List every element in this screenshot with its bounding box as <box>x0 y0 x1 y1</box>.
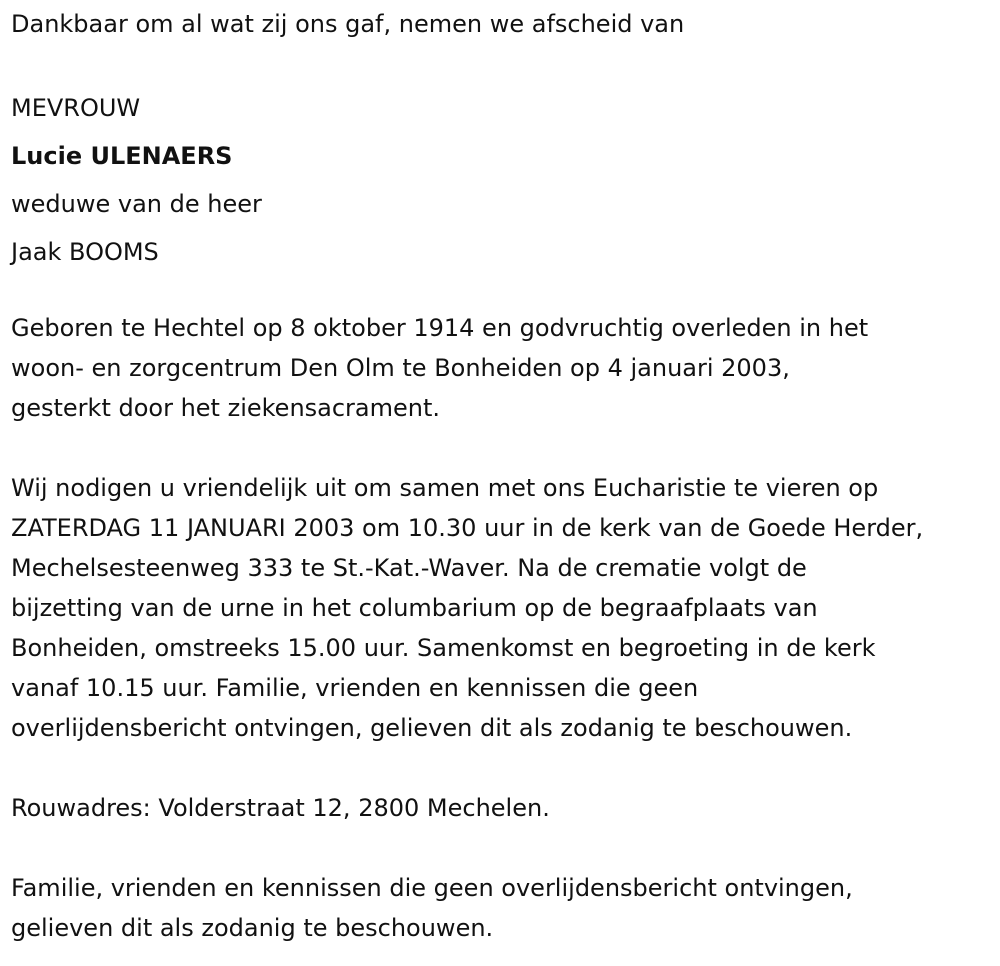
birth-line: gesterkt door het ziekensacrament. <box>11 394 441 422</box>
address-text: Rouwadres: Volderstraat 12, 2800 Mechelen. <box>11 794 550 822</box>
spacer <box>11 748 991 788</box>
invitation-line: Bonheiden, omstreeks 15.00 uur. Samenkomst en begroeting in de kerk <box>11 634 876 662</box>
birth-line: Geboren te Hechtel op 8 oktober 1914 en godvruchtig overleden in het <box>11 314 869 342</box>
closing-line: Familie, vrienden en kennissen die geen overlijdensbericht ontvingen, <box>11 874 853 902</box>
spacer <box>11 276 991 308</box>
invitation-line: bijzetting van de urne in het columbarium op de begraafplaats van <box>11 594 818 622</box>
closing-paragraph <box>11 868 991 948</box>
invitation-paragraph <box>11 468 991 748</box>
invitation-line: ZATERDAG 11 JANUARI 2003 om 10.30 uur in de kerk van de Goede Herder, <box>11 514 924 542</box>
spacer <box>11 428 991 468</box>
invitation-line: vanaf 10.15 uur. Familie, vrienden en kennissen die geen <box>11 674 699 702</box>
intro-text: Dankbaar om al wat zij ons gaf, nemen we afscheid van <box>11 10 685 38</box>
birth-line: woon- en zorgcentrum Den Olm te Bonheiden op 4 januari 2003, <box>11 354 790 382</box>
spacer <box>11 828 991 868</box>
deceased-name: Lucie ULENAERS <box>11 142 233 170</box>
obituary-notice <box>11 4 991 948</box>
invitation-line: Wij nodigen u vriendelijk uit om samen met ons Eucharistie te vieren op <box>11 474 879 502</box>
closing-line: gelieven dit als zodanig te beschouwen. <box>11 914 494 942</box>
birth-paragraph <box>11 308 991 428</box>
relation-text: weduwe van de heer <box>11 190 262 218</box>
invitation-line: overlijdensbericht ontvingen, gelieven dit als zodanig te beschouwen. <box>11 714 853 742</box>
spacer <box>11 44 991 84</box>
spouse-name: Jaak BOOMS <box>11 238 159 266</box>
title-text: MEVROUW <box>11 94 141 122</box>
invitation-line: Mechelsesteenweg 333 te St.-Kat.-Waver. Na de crematie volgt de <box>11 554 807 582</box>
